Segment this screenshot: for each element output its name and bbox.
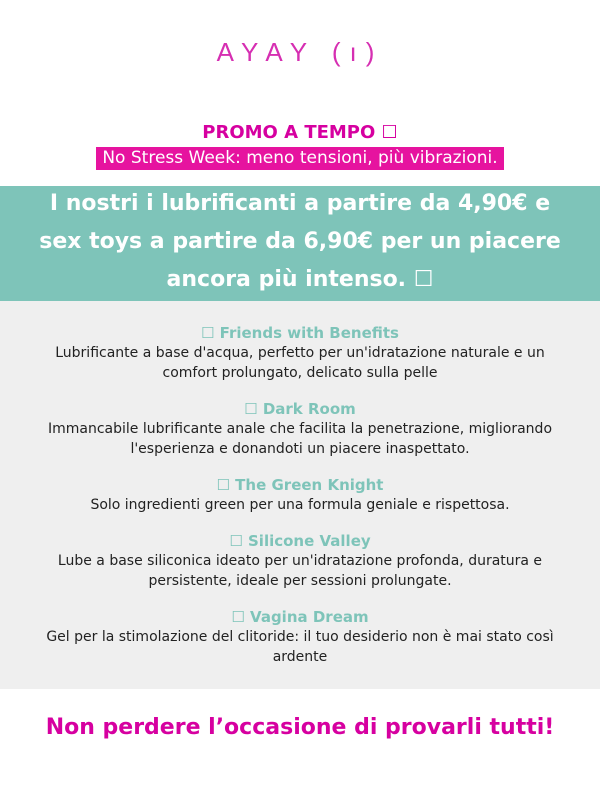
product-name-link[interactable]: ☐ Vagina Dream (231, 608, 369, 626)
logo-header (0, 0, 600, 105)
product-description: Immancabile lubrificante anale che facilita la penetrazione, migliorando l'esperienza e donandoti un piacere inaspettato. (47, 421, 553, 457)
product-name-link[interactable]: ☐ The Green Knight (216, 476, 384, 494)
hero-banner (0, 186, 600, 301)
hero-text: I nostri i lubrificanti a partire da 4,90€ e sex toys a partire da 6,90€ per un piacere ancora più intenso. ☐ (39, 191, 561, 292)
product-list (0, 301, 600, 689)
product-name-link[interactable]: ☐ Friends with Benefits (201, 324, 399, 342)
product-description: Lube a base siliconica ideato per un'idratazione profonda, duratura e persistente, ideale per sessioni prolungate. (57, 553, 543, 589)
product-description: Gel per la stimolazione del clitoride: il tuo desiderio non è mai stato così ardente (46, 629, 554, 665)
product-item (28, 399, 572, 459)
product-description: Solo ingredienti green per una formula geniale e rispettosa. (90, 497, 510, 513)
product-name-link[interactable]: ☐ Dark Room (244, 400, 356, 418)
product-item (28, 475, 572, 515)
cta-heading: Non perdere l’occasione di provarli tutti! (45, 715, 555, 740)
promo-section (0, 122, 600, 170)
promo-subtitle: No Stress Week: meno tensioni, più vibrazioni. (96, 147, 503, 170)
product-item (28, 323, 572, 383)
brand-logo[interactable]: AYAY (ı) (216, 37, 384, 67)
product-item (28, 531, 572, 591)
product-description: Lubrificante a base d'acqua, perfetto per un'idratazione naturale e un comfort prolungato, delicato sulla pelle (55, 345, 545, 381)
product-item (28, 607, 572, 667)
promo-title: PROMO A TEMPO ☐ (202, 122, 398, 143)
product-name-link[interactable]: ☐ Silicone Valley (229, 532, 371, 550)
